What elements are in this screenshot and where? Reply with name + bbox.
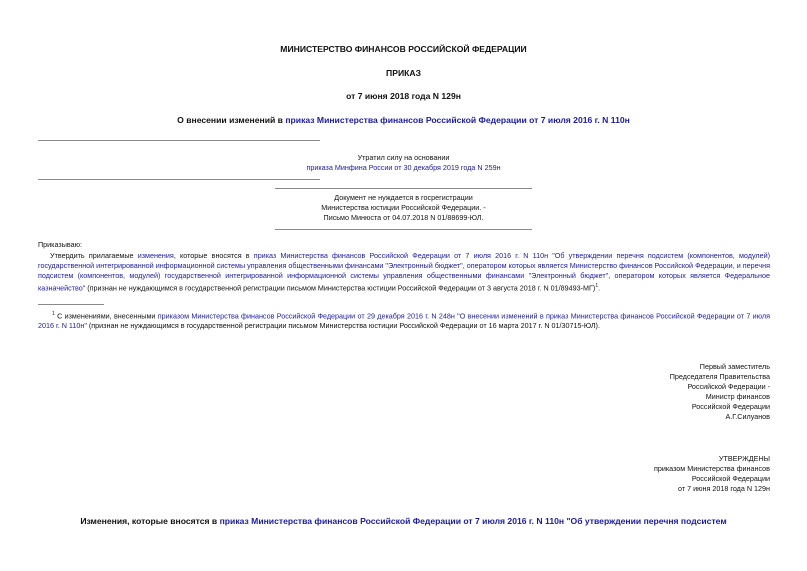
divider-lost-force <box>38 179 320 180</box>
registration-note <box>0 193 807 223</box>
footnote-divider <box>38 304 104 305</box>
registration-line-1: Документ не нуждается в госрегистрации <box>334 193 473 202</box>
divider-registration-top <box>275 188 532 189</box>
order-paragraph <box>38 251 770 293</box>
changes-title <box>0 516 807 526</box>
link-changes[interactable]: изменения <box>137 251 174 260</box>
approved-line: от 7 июня 2018 года N 129н <box>677 484 770 493</box>
paragraph-end: (признан не нуждающимся в государственной регистрации письмом Министерства юстиции Российской Федерации от 3 августа 2018 г. N 01/89493-МГ) <box>85 283 596 293</box>
lost-force-link[interactable]: приказа Минфина России от 30 декабря 2019 года N 259н <box>306 163 501 172</box>
signature-name: А.Г.Силуанов <box>725 412 770 421</box>
order-word: Приказываю: <box>38 240 82 249</box>
footnote-start: С изменениями, внесенными <box>54 311 158 321</box>
footnote-link-order-248n[interactable]: приказом Министерства финансов Российской Федерации от 29 декабря 2016 г. N 248н "О внесении изменений в приказ Министерства финансов Российской Федерации от 7 июля 2016 г. N 110н" <box>38 311 770 331</box>
registration-line-2: Министерства юстиции Российской Федерации. - <box>321 203 486 212</box>
signature-line: Российской Федерации <box>691 402 770 411</box>
ministry-name: МИНИСТЕРСТВО ФИНАНСОВ РОССИЙСКОЙ ФЕДЕРАЦИИ <box>280 44 527 54</box>
changes-title-link[interactable]: приказ Министерства финансов Российской Федерации от 7 июля 2016 г. N 110н "Об утверждении перечня подсистем <box>219 516 727 526</box>
divider-top <box>38 140 320 141</box>
document-date: от 7 июня 2018 года N 129н <box>346 91 461 101</box>
signature-line: Российской Федерации - <box>687 382 770 391</box>
title-link-order-110n[interactable]: приказ Министерства финансов Российской Федерации от 7 июля 2016 г. N 110н <box>285 115 630 125</box>
approved-heading: УТВЕРЖДЕНЫ <box>718 454 770 463</box>
changes-title-prefix: Изменения, которые вносятся в <box>80 516 220 526</box>
footnote-end: (признан не нуждающимся в государственной регистрации письмом Министерства юстиции Российской Федерации от 16 марта 2017 г. N 01/30715-ЮЛ). <box>86 321 600 331</box>
paragraph-mid: , которые вносятся в <box>173 251 254 260</box>
approved-line: приказом Министерства финансов <box>653 464 770 473</box>
document-title <box>0 115 807 125</box>
approved-block <box>520 454 770 494</box>
divider-registration-bottom <box>275 229 532 230</box>
paragraph-start: Утвердить прилагаемые <box>50 251 138 260</box>
paragraph-final: . <box>598 283 601 293</box>
title-prefix: О внесении изменений в <box>177 115 286 125</box>
registration-line-3: Письмо Минюста от 04.07.2018 N 01/88699-ЮЛ. <box>323 213 484 222</box>
footnote-reference[interactable]: 1 <box>595 283 599 289</box>
document-type: ПРИКАЗ <box>386 68 421 78</box>
lost-force-text: Утратил силу на основании <box>357 153 450 162</box>
footnote-mark: 1 <box>52 311 55 317</box>
signature-line: Первый заместитель <box>699 362 770 371</box>
signature-block <box>520 362 770 422</box>
signature-line: Председателя Правительства <box>669 372 770 381</box>
approved-line: Российской Федерации <box>691 474 770 483</box>
link-order-110n[interactable]: приказ Министерства финансов Российской Федерации от 7 июля 2016 г. N 110н "Об утверждении перечня подсистем (компонентов, модулей) государственной интегрированной информационной системы управления общественными финансами "Электронный бюджет", оператором которых является Министерство финансов Российской Федерации, и перечня подсистем (компонентов, модулей) государственной интегрированной информационной системы управления общественными финансами "Электронный бюджет", оператором которых является Федеральное казначейство" <box>38 251 770 293</box>
footnote <box>38 309 770 331</box>
lost-force-note <box>0 153 807 173</box>
signature-line: Министр финансов <box>705 392 770 401</box>
